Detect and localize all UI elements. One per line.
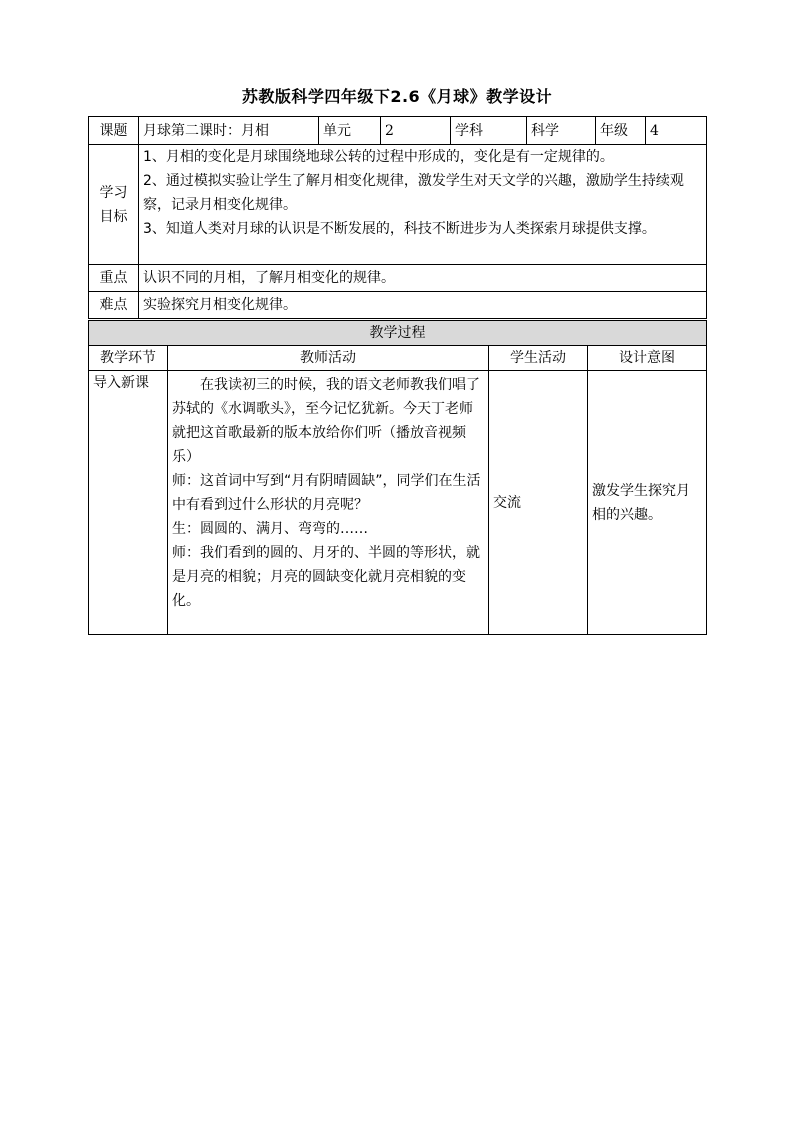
topic-value: 月球第二课时：月相 bbox=[139, 117, 319, 145]
goal-1: 1、月相的变化是月球围绕地球公转的过程中形成的，变化是有一定规律的。 bbox=[143, 149, 614, 165]
unit-label: 单元 bbox=[319, 117, 381, 145]
goal-3: 3、知道人类对月球的认识是不断发展的，科技不断进步为人类探索月球提供支撑。 bbox=[143, 221, 656, 237]
header-teacher: 教师活动 bbox=[168, 346, 489, 371]
header-intent: 设计意图 bbox=[588, 346, 707, 371]
teacher-paragraph-1: 在我读初三的时候，我的语文老师教我们唱了苏轼的《水调歌头》，至今记忆犹新。今天丁老师就把这首歌最新的版本放给你们听（播放音视频乐） bbox=[172, 377, 480, 465]
row-design-intent: 激发学生探究月相的兴趣。 bbox=[588, 371, 707, 635]
info-row-key bbox=[89, 265, 707, 292]
info-row-goals bbox=[89, 145, 707, 265]
goal-2: 2、通过模拟实验让学生了解月相变化规律，激发学生对天文学的兴趣，激励学生持续观察，记录月相变化规律。 bbox=[143, 173, 684, 213]
row-student-activity: 交流 bbox=[489, 371, 588, 635]
difficulty-value: 实验探究月相变化规律。 bbox=[139, 292, 707, 319]
key-value: 认识不同的月相，了解月相变化的规律。 bbox=[139, 265, 707, 292]
process-section-title: 教学过程 bbox=[89, 321, 707, 346]
page-title: 苏教版科学四年级下2.6《月球》教学设计 bbox=[241, 87, 553, 106]
header-student: 学生活动 bbox=[489, 346, 588, 371]
header-stage: 教学环节 bbox=[89, 346, 168, 371]
key-label: 重点 bbox=[89, 265, 139, 292]
row-stage: 导入新课 bbox=[89, 371, 168, 635]
teacher-paragraph-2: 师：这首词中写到“月有阴晴圆缺”，同学们在生活中有看到过什么形状的月亮呢？ bbox=[172, 473, 481, 513]
info-row-difficulty bbox=[89, 292, 707, 319]
info-row-topic bbox=[89, 117, 707, 145]
subject-label: 学科 bbox=[451, 117, 527, 145]
teacher-paragraph-4: 师：我们看到的圆的、月牙的、半圆的等形状，就是月亮的相貌；月亮的圆缺变化就月亮相貌的变化。 bbox=[172, 545, 480, 609]
row-teacher-activity bbox=[168, 371, 489, 635]
topic-label: 课题 bbox=[89, 117, 139, 145]
lesson-info-table bbox=[88, 116, 707, 319]
subject-value: 科学 bbox=[527, 117, 596, 145]
goals-cell bbox=[139, 145, 707, 265]
unit-value: 2 bbox=[381, 117, 451, 145]
teacher-paragraph-3: 生：圆圆的、满月、弯弯的…… bbox=[172, 521, 368, 537]
grade-value: 4 bbox=[646, 117, 707, 145]
goals-label: 学习目标 bbox=[89, 145, 139, 265]
process-header-row bbox=[89, 346, 707, 371]
table-row bbox=[89, 371, 707, 635]
grade-label: 年级 bbox=[596, 117, 646, 145]
difficulty-label: 难点 bbox=[89, 292, 139, 319]
teaching-process-table bbox=[88, 320, 707, 635]
process-section-row bbox=[89, 321, 707, 346]
